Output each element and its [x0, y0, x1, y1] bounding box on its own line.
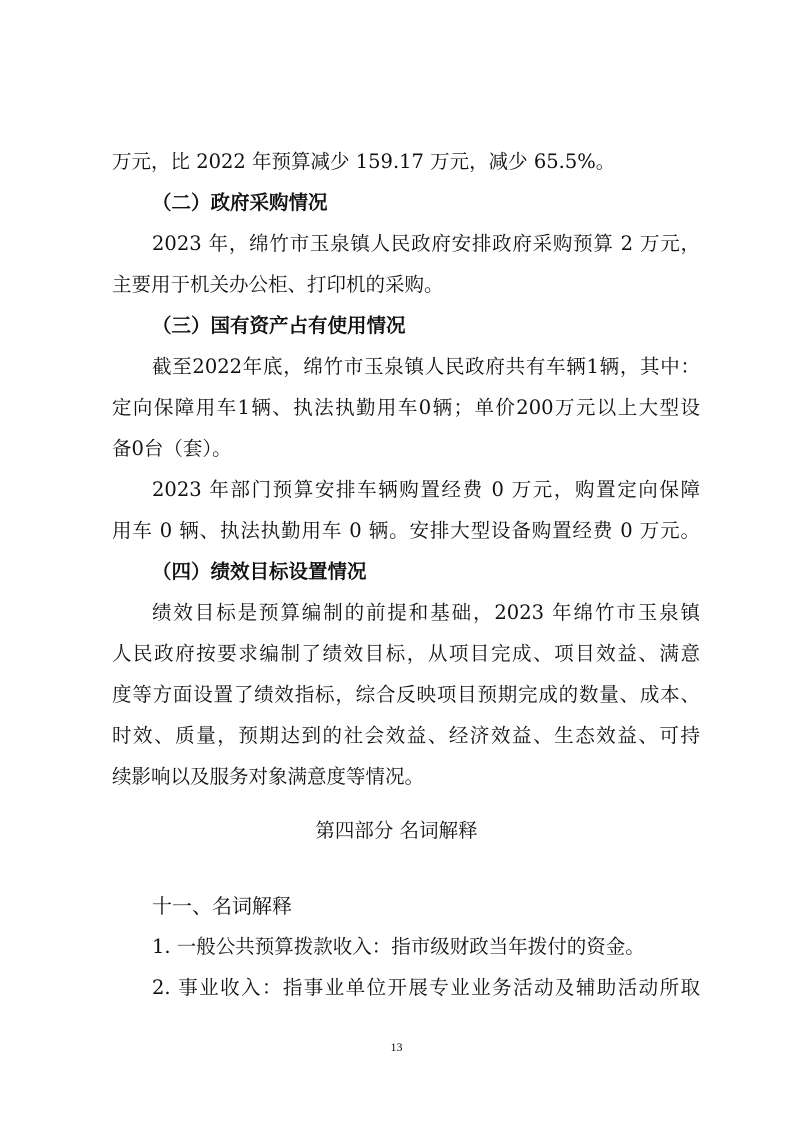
paragraph-budget-decrease-line-1: 万元，比 2022 年预算减少 159.17 万元，减少 65.5%。	[112, 150, 616, 173]
paragraph-performance-line-3: 度等方面设置了绩效指标，综合反映项目预期完成的数量、成本、	[112, 683, 700, 706]
paragraph-assets-line-1: 截至2022年底，绵竹市玉泉镇人民政府共有车辆1辆，其中：	[152, 355, 700, 378]
paragraph-assets-line-3: 备0台（套）。	[112, 437, 232, 460]
paragraph-performance-line-4: 时效、质量，预期达到的社会效益、经济效益、生态效益、可持	[112, 724, 700, 747]
page-number: 13	[390, 1040, 403, 1054]
paragraph-vehicle-budget-line-2: 用车 0 辆、执法执勤用车 0 辆。安排大型设备购置经费 0 万元。	[112, 519, 700, 542]
paragraph-performance-line-1: 绩效目标是预算编制的前提和基础，2023 年绵竹市玉泉镇	[152, 601, 700, 624]
definition-item-2: 2. 事业收入：指事业单位开展专业业务活动及辅助活动所取	[152, 976, 700, 999]
heading-government-procurement: （二）政府采购情况	[152, 191, 328, 214]
paragraph-vehicle-budget-line-1: 2023 年部门预算安排车辆购置经费 0 万元，购置定向保障	[152, 478, 700, 501]
paragraph-procurement-line-1: 2023 年，绵竹市玉泉镇人民政府安排政府采购预算 2 万元，	[152, 232, 700, 255]
heading-state-assets: （三）国有资产占有使用情况	[152, 314, 406, 337]
paragraph-performance-line-2: 人民政府按要求编制了绩效目标，从项目完成、项目效益、满意	[112, 642, 700, 665]
heading-performance-targets: （四）绩效目标设置情况	[152, 560, 367, 583]
definition-item-1: 1. 一般公共预算拨款收入：指市级财政当年拨付的资金。	[152, 935, 645, 958]
section-eleven-title: 十一、名词解释	[152, 894, 292, 918]
paragraph-assets-line-2: 定向保障用车1辆、执法执勤用车0辆；单价200万元以上大型设	[112, 396, 700, 419]
paragraph-procurement-line-2: 主要用于机关办公柜、打印机的采购。	[112, 273, 444, 296]
part-four-title: 第四部分 名词解释	[315, 819, 478, 842]
paragraph-performance-line-5: 续影响以及服务对象满意度等情况。	[112, 765, 425, 788]
